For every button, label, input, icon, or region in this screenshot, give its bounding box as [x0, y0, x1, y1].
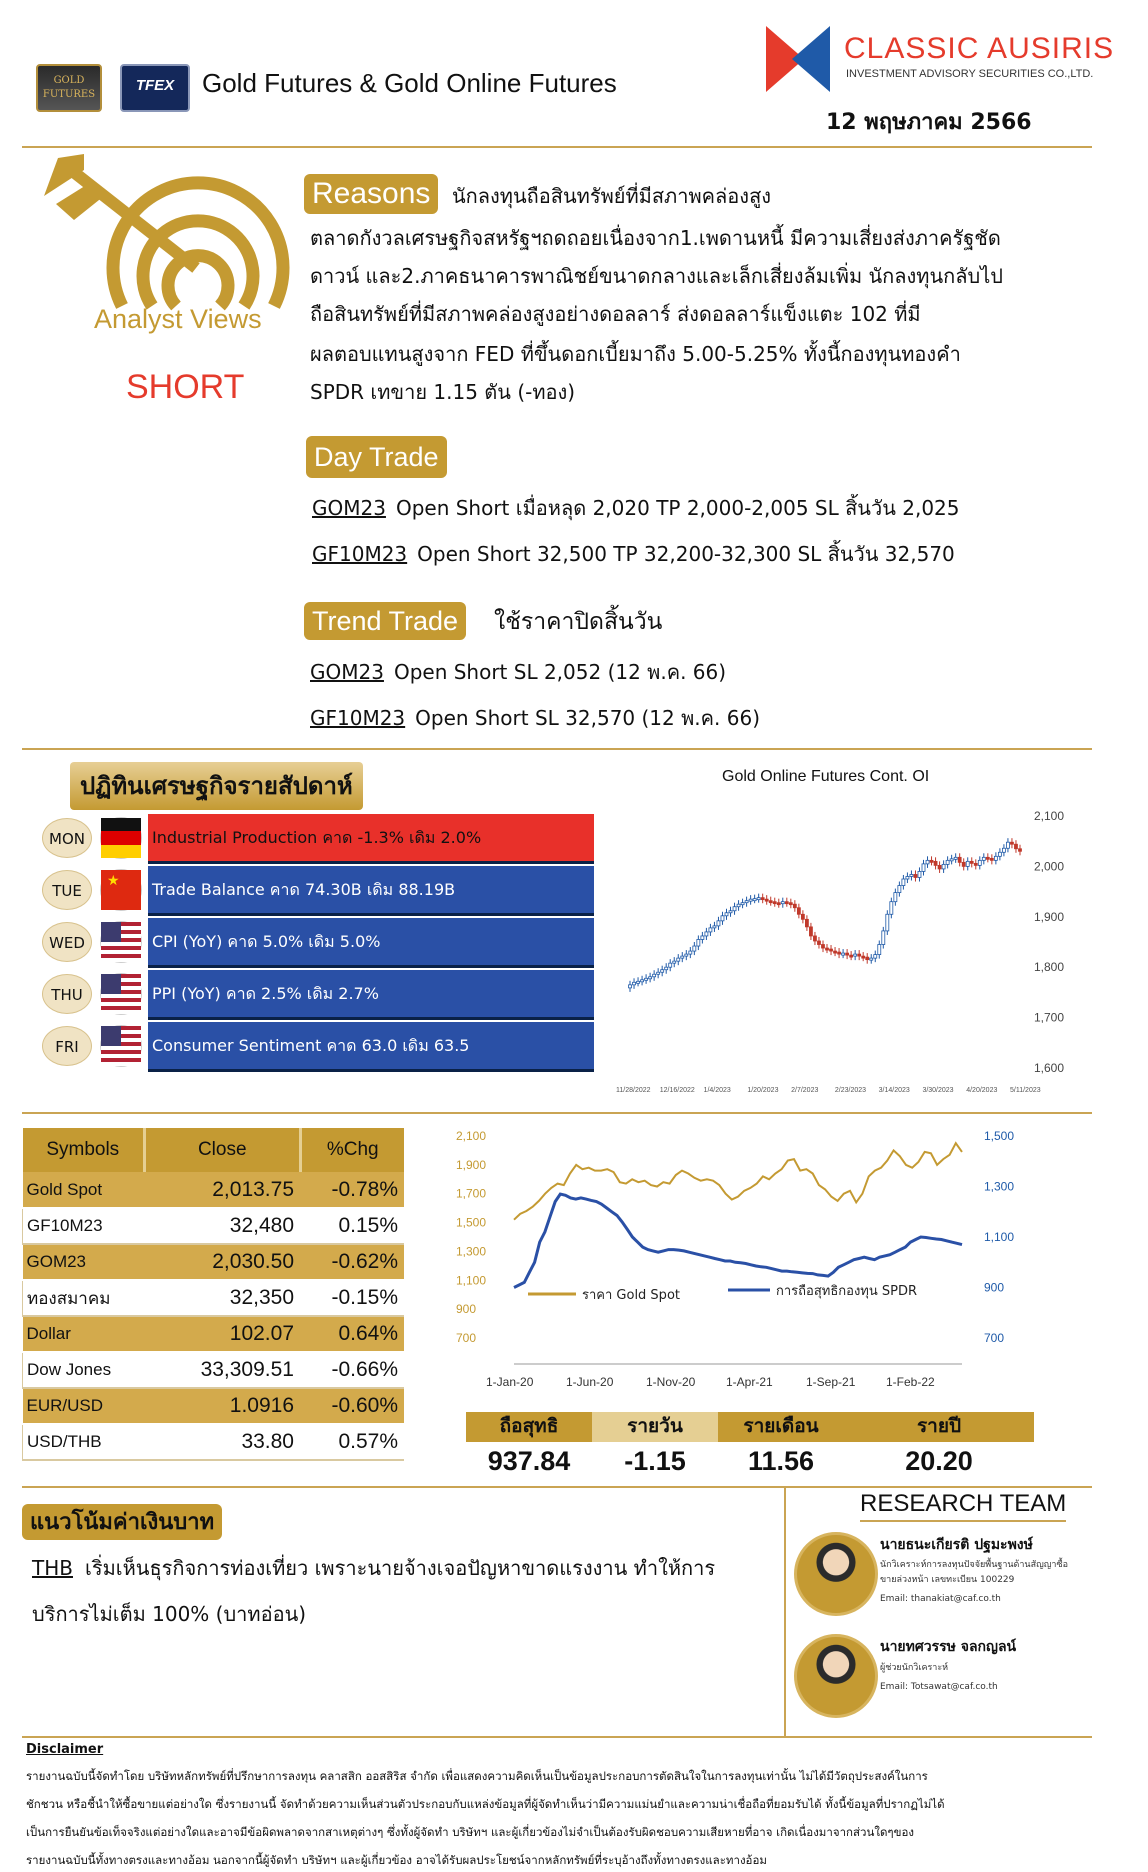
symbol-change: -0.78% [300, 1172, 404, 1208]
symbol-change: -0.15% [300, 1280, 404, 1316]
table-row [23, 1424, 405, 1460]
member-role: นักวิเคราะห์การลงทุนปัจจัยพื้นฐานด้านสัญญาซื้อขายล่วงหน้า เลขทะเบียน 100229 [880, 1560, 1068, 1585]
flow-value: 937.84 [487, 1446, 571, 1476]
candle [661, 970, 664, 973]
symbol-close: 33,309.51 [145, 1352, 301, 1388]
candle [894, 893, 897, 902]
member-name: นายธนะเกียรติ ปฐมะพงษ์ [880, 1537, 1033, 1553]
candle [753, 899, 756, 901]
flow-value: 11.56 [747, 1446, 815, 1476]
candle [858, 954, 861, 956]
symbol-name: Dollar [23, 1316, 145, 1352]
candle [657, 972, 660, 974]
calendar-event: Consumer Sentiment คาด 63.0 เดิม 63.5 [148, 1022, 594, 1072]
y-left-tick: 900 [456, 1302, 477, 1317]
candle [813, 936, 816, 941]
trade-instruction: Open Short SL 2,052 (12 พ.ค. 66) [393, 660, 727, 684]
trend-trade-item [310, 702, 760, 734]
symbol-close: 2,030.50 [145, 1244, 301, 1280]
reasons-line: ถือสินทรัพย์ที่มีสภาพคล่องสูงอย่างดอลลาร์ ส่งดอลลาร์แข็งแตะ 102 ที่มี [310, 302, 921, 326]
candle [830, 949, 833, 951]
flow-header: ถือสุทธิ [466, 1412, 592, 1442]
candle [669, 963, 672, 967]
legend-label: การถือสุทธิกองทุน SPDR [776, 1284, 918, 1299]
candle [757, 898, 760, 900]
candle [862, 956, 865, 958]
x-tick-label: 3/30/2023 [922, 1087, 954, 1094]
candle [950, 859, 953, 861]
candle [701, 936, 704, 940]
target-arrow-icon [44, 156, 284, 316]
y-left-tick: 1,900 [456, 1157, 487, 1172]
candle [946, 860, 949, 864]
candle [729, 911, 732, 913]
day-trade-item [312, 492, 960, 524]
trend-trade-tag: Trend Trade [304, 602, 466, 640]
y-right-tick: 700 [984, 1331, 1005, 1345]
avatar [794, 1532, 878, 1616]
candle [721, 916, 724, 921]
candle [793, 904, 796, 908]
divider [22, 1112, 1092, 1114]
table-row [23, 1316, 405, 1352]
symbol-change: -0.66% [300, 1352, 404, 1388]
y-left-tick: 700 [456, 1331, 477, 1345]
table-row [23, 1388, 405, 1424]
candle [886, 914, 889, 931]
candle [665, 967, 668, 970]
avatar [794, 1634, 878, 1718]
candle [938, 865, 941, 869]
y-tick-label: 2,000 [1034, 859, 1065, 874]
candle [713, 926, 716, 928]
y-tick-label: 1,900 [1034, 909, 1065, 924]
candle [1006, 842, 1009, 848]
disclaimer-line: เป็นการยืนยันข้อเท็จจริงแต่อย่างใดและอาจมีข้อผิดพลาดจากสาเหตุต่างๆ ซึ่งทั้งผู้จัดทำ บริษัทฯ และผู้เกี่ยวข้องไม่จำเป็นต้องรับผิดชอบความเสียหายที่อาจ เกิดเนื่องมาจากส่วนใดๆของ [26, 1825, 914, 1839]
thb-line: บริการไม่เต็ม 100% (บาทอ่อน) [32, 1602, 307, 1626]
candle [817, 941, 820, 945]
candle [637, 981, 640, 983]
divider [22, 1486, 1092, 1488]
y-right-tick: 1,100 [984, 1230, 1015, 1244]
candle [866, 957, 869, 960]
candle [942, 864, 945, 869]
brand-subtitle: INVESTMENT ADVISORY SECURITIES CO.,LTD. [846, 68, 1094, 80]
symbol-name: Gold Spot [23, 1172, 145, 1208]
candle [1002, 848, 1005, 852]
x-tick-label: 3/14/2023 [878, 1087, 910, 1094]
gold-futures-logo: GOLD FUTURES [36, 64, 102, 112]
candle [926, 860, 929, 864]
candle [789, 903, 792, 905]
calendar-row [42, 970, 592, 1020]
candle [986, 857, 989, 859]
y-left-tick: 1,300 [456, 1244, 487, 1259]
report-date: 12 พฤษภาคม 2566 [826, 110, 1032, 135]
candle [982, 857, 985, 860]
currency-code: THB [32, 1556, 73, 1580]
tfex-logo: TFEX [120, 64, 190, 112]
candle [962, 862, 965, 866]
flow-header: รายเดือน [718, 1412, 844, 1442]
member-email[interactable]: Email: Totsawat@caf.co.th [880, 1682, 998, 1692]
candle [910, 874, 913, 876]
member-email[interactable]: Email: thanakiat@caf.co.th [880, 1594, 1001, 1604]
symbol-name: Dow Jones [23, 1352, 145, 1388]
candle [717, 921, 720, 926]
contract-code: GOM23 [310, 660, 384, 684]
divider [22, 1736, 1092, 1738]
symbol-change: 0.15% [300, 1208, 404, 1244]
calendar-event: Trade Balance คาด 74.30B เดิม 88.19B [148, 866, 594, 916]
candle [773, 902, 776, 904]
china-flag-icon: ★ [100, 869, 142, 911]
symbol-change: 0.57% [300, 1424, 404, 1460]
x-tick-label: 1-Feb-22 [886, 1375, 935, 1389]
member-role: ผู้ช่วยนักวิเคราะห์ [880, 1663, 949, 1673]
candle [641, 980, 644, 982]
candle [846, 953, 849, 955]
candle [769, 901, 772, 903]
candle [974, 863, 977, 865]
calendar-title: ปฏิทินเศรษฐกิจรายสัปดาห์ [70, 762, 363, 810]
oi-candle-chart [616, 800, 1090, 1100]
candle [677, 958, 680, 961]
candle [842, 953, 845, 955]
disclaimer-line: ชักชวน หรือชี้นำให้ซื้อขายแต่อย่างใด ซึ่งรายงานนี้ จัดทำด้วยความเห็นส่วนตัวประกอบกับแหล่งข้อมูลที่ผู้จัดทำเห็นว่ามีความแม่นยำและความน่าเชื่อถือที่ยอมรับได้ ทั้งนี้ข้อมูลที่ปรากฏไม่ได้ [26, 1797, 945, 1811]
candle [882, 931, 885, 945]
thb-tag: แนวโน้มค่าเงินบาท [22, 1504, 222, 1540]
flow-header: รายปี [844, 1412, 1034, 1442]
day-badge: THU [42, 974, 92, 1014]
candle [733, 907, 736, 911]
candle [685, 954, 688, 956]
calendar-event: PPI (YoY) คาด 2.5% เดิม 2.7% [148, 970, 594, 1020]
team-title: RESEARCH TEAM [860, 1490, 1066, 1522]
calendar-event: Industrial Production คาด -1.3% เดิม 2.0% [148, 814, 594, 864]
symbol-name: GF10M23 [23, 1208, 145, 1244]
y-left-tick: 2,100 [456, 1129, 487, 1143]
x-tick-label: 5/11/2023 [1010, 1087, 1041, 1094]
x-tick-label: 2/7/2023 [791, 1087, 819, 1094]
symbol-close: 2,013.75 [145, 1172, 301, 1208]
candle [797, 908, 800, 915]
day-badge: MON [42, 818, 92, 858]
y-tick-label: 1,700 [1034, 1010, 1065, 1025]
calendar-event: CPI (YoY) คาด 5.0% เดิม 5.0% [148, 918, 594, 968]
candle [645, 978, 648, 980]
candle [745, 901, 748, 903]
candle [874, 955, 877, 959]
candle [765, 899, 768, 901]
trend-trade-note: ใช้ราคาปิดสิ้นวัน [494, 609, 663, 635]
symbol-close: 32,350 [145, 1280, 301, 1316]
column-header: Symbols [23, 1128, 145, 1172]
candle [737, 904, 740, 907]
candle [697, 939, 700, 946]
symbol-close: 32,480 [145, 1208, 301, 1244]
y-tick-label: 1,600 [1034, 1061, 1065, 1075]
table-row [23, 1280, 405, 1316]
candle [709, 928, 712, 932]
flow-value: -1.15 [624, 1446, 686, 1476]
candle [805, 919, 808, 927]
x-tick-label: 2/23/2023 [834, 1087, 867, 1094]
y-left-tick: 1,100 [456, 1273, 487, 1288]
candle [958, 857, 961, 862]
usa-flag-icon [100, 1025, 142, 1067]
reasons-line: ผลตอบแทนสูงจาก FED ที่ขึ้นดอกเบี้ยมาถึง 5.00-5.25% ทั้งนี้กองทุนทองคำ [310, 342, 961, 366]
candle [741, 903, 744, 905]
team-divider [784, 1488, 786, 1736]
y-tick-label: 2,100 [1034, 809, 1065, 823]
candle [749, 899, 752, 901]
reasons-line: SPDR เทขาย 1.15 ตัน (-ทอง) [310, 380, 576, 404]
candle [1010, 842, 1013, 844]
trade-instruction: Open Short เมื่อหลุด 2,020 TP 2,000-2,005 SL สิ้นวัน 2,025 [395, 496, 960, 520]
candle [649, 977, 652, 979]
reasons-tag: Reasons [304, 174, 438, 214]
candle [934, 861, 937, 865]
candle [653, 974, 656, 977]
symbol-close: 102.07 [145, 1316, 301, 1352]
symbol-name: GOM23 [23, 1244, 145, 1280]
x-tick-label: 11/28/2022 [616, 1087, 651, 1094]
trend-trade-item [310, 656, 726, 688]
candle [681, 956, 684, 958]
candle [725, 913, 728, 916]
analyst-label: Analyst Views [94, 304, 262, 334]
divider [22, 748, 1092, 750]
day-trade-item [312, 538, 955, 570]
flow-value: 20.20 [905, 1446, 973, 1476]
candle [689, 951, 692, 954]
reasons-line: นักลงทุนถือสินทรัพย์ที่มีสภาพคล่องสูง [452, 184, 772, 208]
divider [22, 146, 1092, 148]
symbol-name: USD/THB [23, 1424, 145, 1460]
column-header: %Chg [300, 1128, 404, 1172]
candle [850, 955, 853, 957]
candle [990, 858, 993, 860]
candle [954, 857, 957, 859]
candle [785, 902, 788, 904]
y-left-tick: 1,700 [456, 1186, 487, 1201]
day-badge: FRI [42, 1026, 92, 1066]
usa-flag-icon [100, 973, 142, 1015]
candle [1014, 844, 1017, 849]
candle [998, 852, 1001, 856]
symbol-change: -0.60% [300, 1388, 404, 1424]
symbol-change: -0.62% [300, 1244, 404, 1280]
thb-line [32, 1552, 715, 1584]
calendar-row [42, 1022, 592, 1072]
candle [781, 902, 784, 904]
contract-code: GF10M23 [312, 542, 408, 566]
candle [1018, 849, 1021, 852]
candle [898, 886, 901, 893]
contract-code: GOM23 [312, 496, 386, 520]
candle [673, 961, 676, 963]
candle [922, 864, 925, 872]
x-tick-label: 1/4/2023 [703, 1087, 731, 1094]
member-name: นายทศวรรษ จลกญลน์ [880, 1639, 1017, 1655]
table-header-row [23, 1128, 405, 1172]
candle [870, 958, 873, 960]
symbol-name: ทองสมาคม [23, 1280, 145, 1316]
candle [705, 932, 708, 936]
thb-text: เริ่มเห็นธุรกิจการท่องเที่ยว เพราะนายจ้างเจอปัญหาขาดแรงงาน ทำให้การ [84, 1556, 716, 1580]
disclaimer-line: รายงานฉบับนี้ทั้งทางตรงและทางอ้อม นอกจากนี้ผู้จัดทำ บริษัทฯ และผู้เกี่ยวข้อง อาจได้รับผลประโยชน์จากหลักทรัพย์ที่ระบุอ้างถึงทั้งทางตรงและทางอ้อม [26, 1853, 767, 1867]
x-tick-label: 1-Sep-21 [806, 1375, 856, 1389]
page-title: Gold Futures & Gold Online Futures [202, 68, 617, 98]
candle [878, 945, 881, 955]
candle [890, 902, 893, 915]
symbols-table [22, 1128, 404, 1461]
x-tick-label: 4/20/2023 [966, 1087, 998, 1094]
candle [633, 982, 636, 985]
y-right-tick: 1,500 [984, 1129, 1015, 1143]
legend-label: ราคา Gold Spot [582, 1288, 680, 1303]
candle [906, 876, 909, 879]
day-trade-tag: Day Trade [306, 436, 447, 478]
reasons-line: ตลาดกังวลเศรษฐกิจสหรัฐฯถดถอยเนื่องจาก1.เพดานหนี้ มีความเสี่ยงส่งภาครัฐชัด [310, 226, 1001, 250]
candle [994, 856, 997, 860]
x-tick-label: 1-Jan-20 [486, 1375, 534, 1389]
candle [834, 951, 837, 953]
series-line [514, 1194, 962, 1287]
candle [966, 861, 969, 866]
candle [693, 946, 696, 951]
flow-header: รายวัน [592, 1412, 718, 1442]
table-row [23, 1352, 405, 1388]
candle [801, 914, 804, 919]
oi-chart-title: Gold Online Futures Cont. OI [722, 768, 930, 785]
calendar-row [42, 866, 592, 916]
column-header: Close [145, 1128, 301, 1172]
gold-spdr-line-chart [456, 1118, 1016, 1388]
candle [838, 952, 841, 954]
trade-instruction: Open Short SL 32,570 (12 พ.ค. 66) [415, 706, 760, 730]
disclaimer-title: Disclaimer [26, 1742, 104, 1757]
candle [930, 860, 933, 862]
x-tick-label: 1-Jun-20 [566, 1375, 614, 1389]
contract-code: GF10M23 [310, 706, 406, 730]
calendar-row [42, 814, 592, 864]
y-right-tick: 1,300 [984, 1179, 1015, 1194]
germany-flag-icon [100, 817, 142, 859]
candle [821, 945, 824, 949]
candle [761, 898, 764, 900]
reasons-line: ดาวน์ และ2.ภาคธนาคารพาณิชย์ขนาดกลางและเล็กเสี่ยงล้มเพิ่ม นักลงทุนกลับไป [310, 264, 1003, 288]
candle [854, 954, 857, 956]
candle [809, 927, 812, 936]
usa-flag-icon [100, 921, 142, 963]
x-tick-label: 1-Apr-21 [726, 1375, 773, 1389]
series-line [514, 1143, 962, 1220]
x-tick-label: 1-Nov-20 [646, 1375, 696, 1389]
brand-logo-mark [766, 22, 836, 96]
symbol-close: 33.80 [145, 1424, 301, 1460]
table-row [23, 1172, 405, 1208]
x-tick-label: 12/16/2022 [659, 1087, 695, 1094]
candle [777, 903, 780, 905]
analyst-view: SHORT [126, 368, 245, 406]
symbol-change: 0.64% [300, 1316, 404, 1352]
day-badge: WED [42, 922, 92, 962]
trade-instruction: Open Short 32,500 TP 32,200-32,300 SL สิ้นวัน 32,570 [417, 542, 955, 566]
x-tick-label: 1/20/2023 [747, 1087, 779, 1094]
candle [978, 860, 981, 865]
candle [902, 879, 905, 886]
candle [629, 985, 632, 988]
y-tick-label: 1,800 [1034, 960, 1065, 975]
table-row [23, 1244, 405, 1280]
symbol-name: EUR/USD [23, 1388, 145, 1424]
day-badge: TUE [42, 870, 92, 910]
table-row [23, 1208, 405, 1244]
calendar-row [42, 918, 592, 968]
candle [826, 948, 829, 950]
brand-name: CLASSIC AUSIRIS [844, 32, 1115, 65]
y-left-tick: 1,500 [456, 1215, 487, 1230]
disclaimer-line: รายงานฉบับนี้จัดทำโดย บริษัทหลักทรัพย์ที่ปรึกษาการลงทุน คลาสสิก ออสสิริส จำกัด เพื่อแสดงความคิดเห็นเป็นข้อมูลประกอบการตัดสินใจในการลงทุนเท่านั้น ไม่ได้มีวัตถุประสงค์ในการ [26, 1769, 928, 1783]
symbol-close: 1.0916 [145, 1388, 301, 1424]
candle [970, 861, 973, 863]
candle [914, 874, 917, 877]
y-right-tick: 900 [984, 1280, 1005, 1295]
candle [918, 871, 921, 877]
